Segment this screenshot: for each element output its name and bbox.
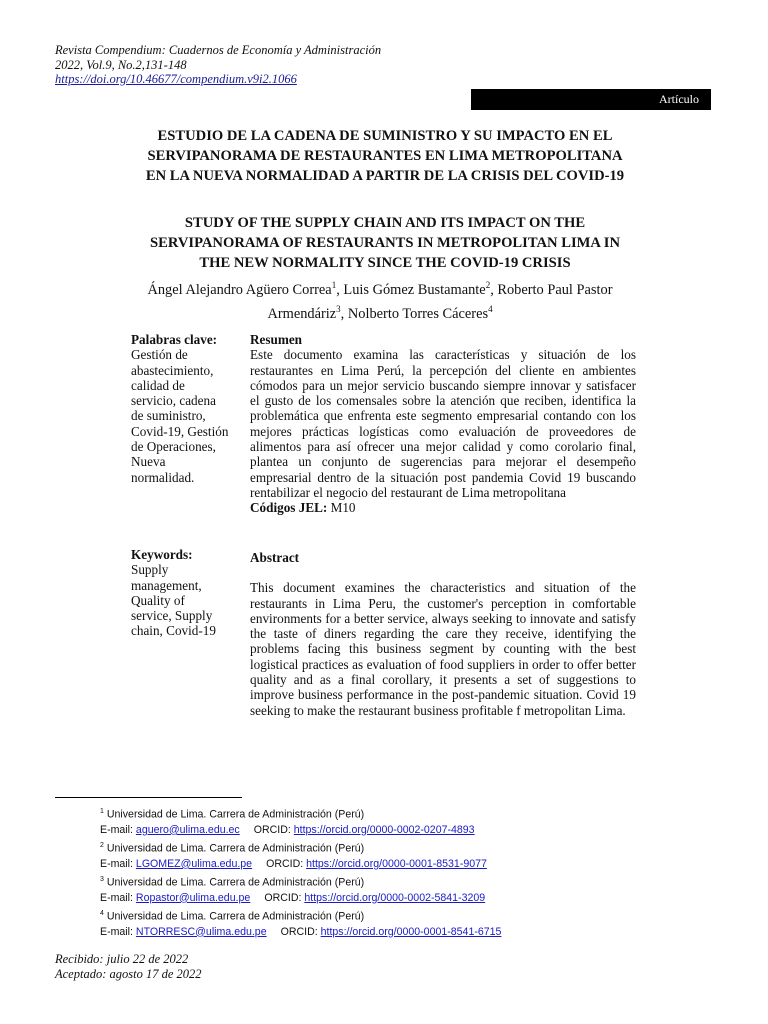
jel-label: Códigos JEL: — [250, 500, 328, 516]
footnote-contact: E-mail: aguero@ulima.edu.ec ORCID: https://orcid.org/0000-0002-0207-4893 — [100, 823, 475, 836]
abstract-title: Abstract — [250, 550, 300, 565]
footnote-contact: E-mail: Ropastor@ulima.edu.pe ORCID: https://orcid.org/0000-0002-5841-3209 — [100, 891, 486, 904]
keyword-line: de Operaciones, — [131, 439, 216, 455]
article-type-label: Artículo — [659, 92, 699, 106]
footnote-affiliation: $^4$ Universidad de Lima. Carrera de Administración (Perú) — [100, 909, 365, 923]
author-name: Roberto Paul Pastor Armendáriz — [267, 281, 613, 322]
author-name: Luis Gómez Bustamante — [343, 281, 486, 298]
keyword-line: Gestión de — [131, 347, 188, 363]
keyword-line: Nueva — [131, 454, 166, 470]
email-link[interactable]: Ropastor@ulima.edu.pe — [135, 891, 251, 904]
abstract-text: This document examines the characteristics and situation of the restaurants in Lima Peru, the customer's perception in comfortable environments for a better service, always seeking to innovate and satisfy the taste of diners regarding the care they receive, identifying the problems facing this business segment by counting with the best logistical practices as evaluation of food suppliers in order to offer better quality and as a final corollary, it presents a set of suggestions to improve business performance in the post-pandemic situation. Covid 19 seeking to make the restaurant business profitable f metropolitan Lima. — [250, 580, 636, 718]
submission-dates — [55, 952, 202, 982]
footnote-contact: E-mail: NTORRESC@ulima.edu.pe ORCID: https://orcid.org/0000-0001-8541-6715 — [100, 925, 502, 938]
author-mark: 1 — [331, 280, 337, 290]
keyword-line: de suministro, — [131, 408, 206, 424]
orcid-link[interactable]: https://orcid.org/0000-0002-5841-3209 — [304, 891, 486, 904]
keywords-title: Keywords: — [131, 547, 193, 562]
orcid-link[interactable]: https://orcid.org/0000-0002-0207-4893 — [293, 823, 475, 836]
footnote-mark: 1 — [100, 808, 104, 815]
orcid-link[interactable]: https://orcid.org/0000-0001-8531-9077 — [306, 857, 487, 870]
jel-value: M10 — [327, 500, 356, 516]
author-name: Nolberto Torres Cáceres — [347, 305, 489, 322]
footnote-mark: 3 — [100, 875, 104, 883]
article-type-bar — [471, 89, 711, 110]
jel-codes — [250, 500, 636, 515]
title-line: SERVIPANORAMA OF RESTAURANTS IN METROPOLITAN LIMA IN — [149, 235, 621, 251]
title-english — [80, 213, 690, 273]
footnote-affiliation: $^2$ Universidad de Lima. Carrera de Administración (Perú) — [100, 841, 365, 855]
keywords-title: Palabras clave: — [131, 332, 218, 347]
keyword-line: normalidad. — [131, 469, 195, 485]
abstract-section — [250, 550, 636, 718]
footnote-mark: 2 — [100, 841, 104, 849]
volume-info: 2022, Vol.9, No.2,131-148 — [55, 57, 187, 72]
title-line: EN LA NUEVA NORMALIDAD A PARTIR DE LA CRISIS DEL COVID-19 — [145, 168, 625, 184]
keyword-line: management, — [131, 577, 202, 593]
doi-link[interactable]: https://doi.org/10.46677/compendium.v9i2.1066 — [55, 72, 297, 86]
footnote-affiliation: $^3$ Universidad de Lima. Carrera de Administración (Perú) — [100, 875, 365, 889]
author-separator: , — [336, 281, 344, 298]
author-name: Ángel Alejandro Agüero Correa — [147, 281, 332, 298]
orcid-link[interactable]: https://orcid.org/0000-0001-8541-6715 — [320, 925, 502, 938]
authors — [110, 276, 650, 324]
journal-name: Revista Compendium: Cuadernos de Economía y Administración — [55, 43, 382, 57]
title-spanish — [80, 126, 690, 186]
keyword-line: servicio, cadena — [131, 393, 216, 409]
email-link[interactable]: NTORRESC@ulima.edu.pe — [135, 925, 267, 938]
keyword-line: abastecimiento, — [131, 362, 214, 378]
author-separator: , — [490, 281, 498, 298]
title-line: STUDY OF THE SUPPLY CHAIN AND ITS IMPACT ON THE — [184, 215, 586, 231]
keyword-line: Quality of — [131, 592, 185, 608]
journal-header — [55, 43, 381, 87]
resumen-section — [250, 332, 636, 516]
author-mark: 3 — [336, 303, 341, 314]
title-line: ESTUDIO DE LA CADENA DE SUMINISTRO Y SU IMPACTO EN EL — [157, 128, 613, 144]
title-line: THE NEW NORMALITY SINCE THE COVID-19 CRISIS — [199, 255, 571, 271]
keywords-english — [131, 547, 241, 639]
author-separator: , — [340, 305, 348, 322]
email-link[interactable]: LGOMEZ@ulima.edu.pe — [135, 857, 253, 870]
keyword-line: service, Supply — [131, 608, 213, 624]
keyword-line: calidad de — [131, 377, 185, 393]
email-link[interactable]: aguero@ulima.edu.ec — [135, 823, 240, 836]
footnote-mark: 4 — [100, 909, 104, 917]
footnote-contact: E-mail: LGOMEZ@ulima.edu.pe ORCID: https://orcid.org/0000-0001-8531-9077 — [100, 857, 487, 870]
keyword-line: Supply — [131, 562, 169, 578]
keywords-spanish — [131, 332, 241, 485]
keyword-line: Covid-19, Gestión — [131, 423, 229, 439]
title-line: SERVIPANORAMA DE RESTAURANTES EN LIMA METROPOLITANA — [147, 148, 623, 164]
author-mark: 2 — [485, 280, 491, 290]
footnotes — [100, 804, 501, 940]
author-mark: 4 — [488, 303, 493, 314]
footnote-affiliation: $^1$ Universidad de Lima. Carrera de Administración (Perú) — [100, 808, 365, 821]
resumen-title: Resumen — [250, 332, 303, 347]
received-date: Recibido: julio 22 de 2022 — [55, 952, 189, 966]
footnote-divider — [55, 797, 242, 798]
accepted-date: Aceptado: agosto 17 de 2022 — [55, 967, 202, 981]
keyword-line: chain, Covid-19 — [131, 623, 216, 639]
resumen-text: Este documento examina las características y situación de los restaurantes en Lima Perú, la percepción del cliente en ambientes cómodos para un mejor servicio buscando siempre innovar y satisfacer el gusto de los comensales sobre la atención que reciben, identifica la problemática que enfrenta este segmento empresarial contando con los mejores prácticas logísticas como evaluación de proveedores de alimentos para así ofrecer una mejor calidad y como corolario final, plantea un conjunto de sugerencias para mejorar el desempeño empresarial dentro de la situación post pandemia Covid 19 buscando rentabilizar el negocio del restaurant de Lima metropolitana — [250, 347, 636, 500]
